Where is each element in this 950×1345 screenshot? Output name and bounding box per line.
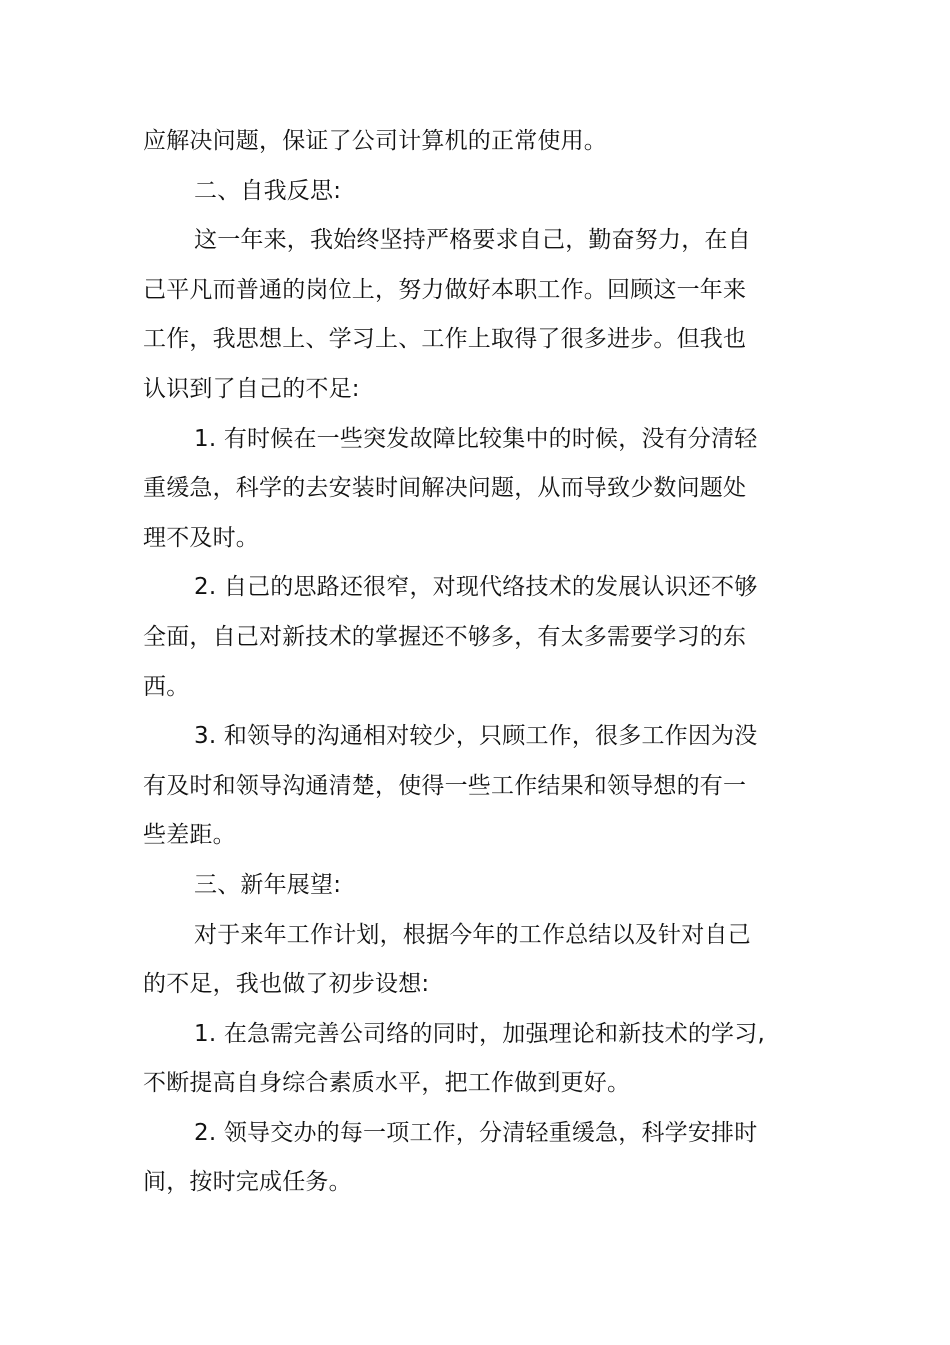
list-item-3: 3. 和领导的沟通相对较少，只顾工作，很多工作因为没 <box>194 723 758 750</box>
list-item-2: 2. 自己的思路还很窄，对现代络技术的发展认识还不够 <box>194 574 758 601</box>
text-line: 的不足，我也做了初步设想: <box>143 971 430 998</box>
section-heading-new-year-outlook: 三、新年展望: <box>194 871 342 898</box>
list-item-1: 1. 有时候在一些突发故障比较集中的时候，没有分清轻 <box>194 425 758 452</box>
text-line: 这一年来，我始终坚持严格要求自己，勤奋努力，在自 <box>194 227 751 254</box>
text-line: 应解决问题，保证了公司计算机的正常使用。 <box>143 128 607 154</box>
text-line: 不断提高自身综合素质水平，把工作做到更好。 <box>143 1070 631 1097</box>
plan-item-1: 1. 在急需完善公司络的同时，加强理论和新技术的学习, <box>194 1020 765 1047</box>
text-line: 己平凡而普通的岗位上，努力做好本职工作。回顾这一年来 <box>143 276 747 303</box>
section-heading-self-reflection: 二、自我反思: <box>194 177 342 204</box>
text-line: 西。 <box>143 673 190 700</box>
document-body <box>143 117 765 1208</box>
text-line: 些差距。 <box>143 822 236 849</box>
text-line: 工作，我思想上、学习上、工作上取得了很多进步。但我也 <box>143 326 747 353</box>
plan-item-2: 2. 领导交办的每一项工作，分清轻重缓急，科学安排时 <box>194 1119 758 1146</box>
text-line: 全面，自己对新技术的掌握还不够多，有太多需要学习的东 <box>143 623 747 650</box>
text-line: 间，按时完成任务。 <box>143 1169 352 1196</box>
text-line: 对于来年工作计划，根据今年的工作总结以及针对自己 <box>194 921 751 948</box>
text-line: 有及时和领导沟通清楚，使得一些工作结果和领导想的有一 <box>143 772 747 799</box>
text-line: 理不及时。 <box>143 524 259 551</box>
text-line: 重缓急，科学的去安装时间解决问题，从而导致少数问题处 <box>143 475 747 502</box>
text-line: 认识到了自己的不足: <box>143 375 360 402</box>
